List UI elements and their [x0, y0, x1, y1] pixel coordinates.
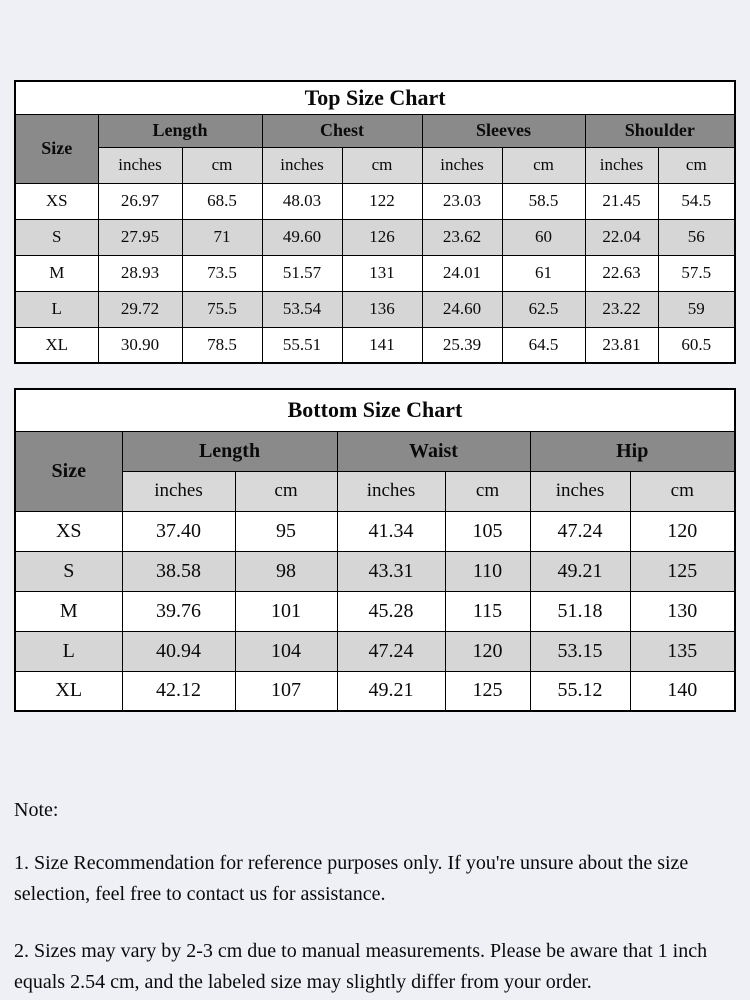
note-item-2: 2. Sizes may vary by 2-3 cm due to manual measurements. Please be aware that 1 inch equals 2.54 cm, and the labeled size may slightly differ from your order. [14, 940, 708, 993]
value-cell: 135 [630, 631, 735, 671]
unit-header-cm: cm [182, 147, 262, 183]
value-cell: 60.5 [658, 327, 735, 363]
value-cell: 95 [235, 511, 337, 551]
value-cell: 140 [630, 671, 735, 711]
value-cell: 49.60 [262, 219, 342, 255]
size-row-s [15, 551, 735, 591]
value-cell: 141 [342, 327, 422, 363]
value-cell: 40.94 [122, 631, 235, 671]
size-row-xl [15, 671, 735, 711]
unit-header-inches: inches [337, 471, 445, 511]
value-cell: 110 [445, 551, 530, 591]
value-cell: 60 [502, 219, 585, 255]
value-cell: 53.15 [530, 631, 630, 671]
value-cell: 98 [235, 551, 337, 591]
value-cell: 136 [342, 291, 422, 327]
unit-header-cm: cm [658, 147, 735, 183]
value-cell: 28.93 [98, 255, 182, 291]
size-cell: M [15, 591, 122, 631]
size-cell: S [15, 219, 98, 255]
value-cell: 125 [630, 551, 735, 591]
value-cell: 57.5 [658, 255, 735, 291]
unit-header-cm: cm [342, 147, 422, 183]
size-row-m [15, 255, 735, 291]
group-header-hip: Hip [530, 431, 735, 471]
size-cell: S [15, 551, 122, 591]
size-row-l [15, 291, 735, 327]
value-cell: 122 [342, 183, 422, 219]
value-cell: 55.51 [262, 327, 342, 363]
value-cell: 71 [182, 219, 262, 255]
size-row-xs [15, 183, 735, 219]
value-cell: 101 [235, 591, 337, 631]
value-cell: 23.03 [422, 183, 502, 219]
value-cell: 51.57 [262, 255, 342, 291]
note-item-1: 1. Size Recommendation for reference purposes only. If you're unsure about the size selection, feel free to contact us for assistance. [14, 852, 689, 905]
value-cell: 22.04 [585, 219, 658, 255]
value-cell: 59 [658, 291, 735, 327]
size-row-m [15, 591, 735, 631]
value-cell: 105 [445, 511, 530, 551]
value-cell: 24.01 [422, 255, 502, 291]
unit-header-inches: inches [262, 147, 342, 183]
value-cell: 47.24 [337, 631, 445, 671]
table-title: Top Size Chart [15, 81, 735, 114]
unit-header-cm: cm [630, 471, 735, 511]
value-cell: 75.5 [182, 291, 262, 327]
value-cell: 26.97 [98, 183, 182, 219]
unit-header-inches: inches [585, 147, 658, 183]
size-row-s [15, 219, 735, 255]
value-cell: 45.28 [337, 591, 445, 631]
value-cell: 58.5 [502, 183, 585, 219]
size-cell: XL [15, 327, 98, 363]
value-cell: 115 [445, 591, 530, 631]
value-cell: 48.03 [262, 183, 342, 219]
value-cell: 42.12 [122, 671, 235, 711]
value-cell: 78.5 [182, 327, 262, 363]
value-cell: 120 [630, 511, 735, 551]
group-header-length: Length [98, 114, 262, 147]
value-cell: 131 [342, 255, 422, 291]
value-cell: 120 [445, 631, 530, 671]
unit-header-inches: inches [422, 147, 502, 183]
value-cell: 23.22 [585, 291, 658, 327]
size-cell: M [15, 255, 98, 291]
size-cell: XL [15, 671, 122, 711]
value-cell: 130 [630, 591, 735, 631]
value-cell: 56 [658, 219, 735, 255]
value-cell: 73.5 [182, 255, 262, 291]
size-row-l [15, 631, 735, 671]
group-header-sleeves: Sleeves [422, 114, 585, 147]
value-cell: 23.81 [585, 327, 658, 363]
value-cell: 25.39 [422, 327, 502, 363]
unit-header-cm: cm [445, 471, 530, 511]
table-title: Bottom Size Chart [15, 389, 735, 431]
size-row-xl [15, 327, 735, 363]
value-cell: 24.60 [422, 291, 502, 327]
value-cell: 104 [235, 631, 337, 671]
notes-heading: Note: [14, 799, 59, 821]
value-cell: 30.90 [98, 327, 182, 363]
value-cell: 37.40 [122, 511, 235, 551]
value-cell: 107 [235, 671, 337, 711]
value-cell: 29.72 [98, 291, 182, 327]
unit-header-inches: inches [530, 471, 630, 511]
value-cell: 39.76 [122, 591, 235, 631]
value-cell: 21.45 [585, 183, 658, 219]
value-cell: 43.31 [337, 551, 445, 591]
size-cell: XS [15, 183, 98, 219]
unit-header-cm: cm [502, 147, 585, 183]
value-cell: 125 [445, 671, 530, 711]
value-cell: 41.34 [337, 511, 445, 551]
notes-section [14, 795, 736, 998]
value-cell: 22.63 [585, 255, 658, 291]
value-cell: 55.12 [530, 671, 630, 711]
value-cell: 49.21 [337, 671, 445, 711]
size-cell: XS [15, 511, 122, 551]
group-header-shoulder: Shoulder [585, 114, 735, 147]
value-cell: 51.18 [530, 591, 630, 631]
value-cell: 53.54 [262, 291, 342, 327]
unit-header-cm: cm [235, 471, 337, 511]
size-cell: L [15, 631, 122, 671]
size-row-xs [15, 511, 735, 551]
value-cell: 68.5 [182, 183, 262, 219]
value-cell: 38.58 [122, 551, 235, 591]
value-cell: 23.62 [422, 219, 502, 255]
group-header-length: Length [122, 431, 337, 471]
value-cell: 61 [502, 255, 585, 291]
value-cell: 47.24 [530, 511, 630, 551]
group-header-chest: Chest [262, 114, 422, 147]
bottom-size-chart-table [14, 388, 736, 712]
size-cell: L [15, 291, 98, 327]
value-cell: 126 [342, 219, 422, 255]
value-cell: 27.95 [98, 219, 182, 255]
group-header-waist: Waist [337, 431, 530, 471]
size-column-header: Size [15, 431, 122, 511]
unit-header-inches: inches [98, 147, 182, 183]
value-cell: 62.5 [502, 291, 585, 327]
value-cell: 49.21 [530, 551, 630, 591]
value-cell: 54.5 [658, 183, 735, 219]
unit-header-inches: inches [122, 471, 235, 511]
size-column-header: Size [15, 114, 98, 183]
value-cell: 64.5 [502, 327, 585, 363]
top-size-chart-table [14, 80, 736, 364]
